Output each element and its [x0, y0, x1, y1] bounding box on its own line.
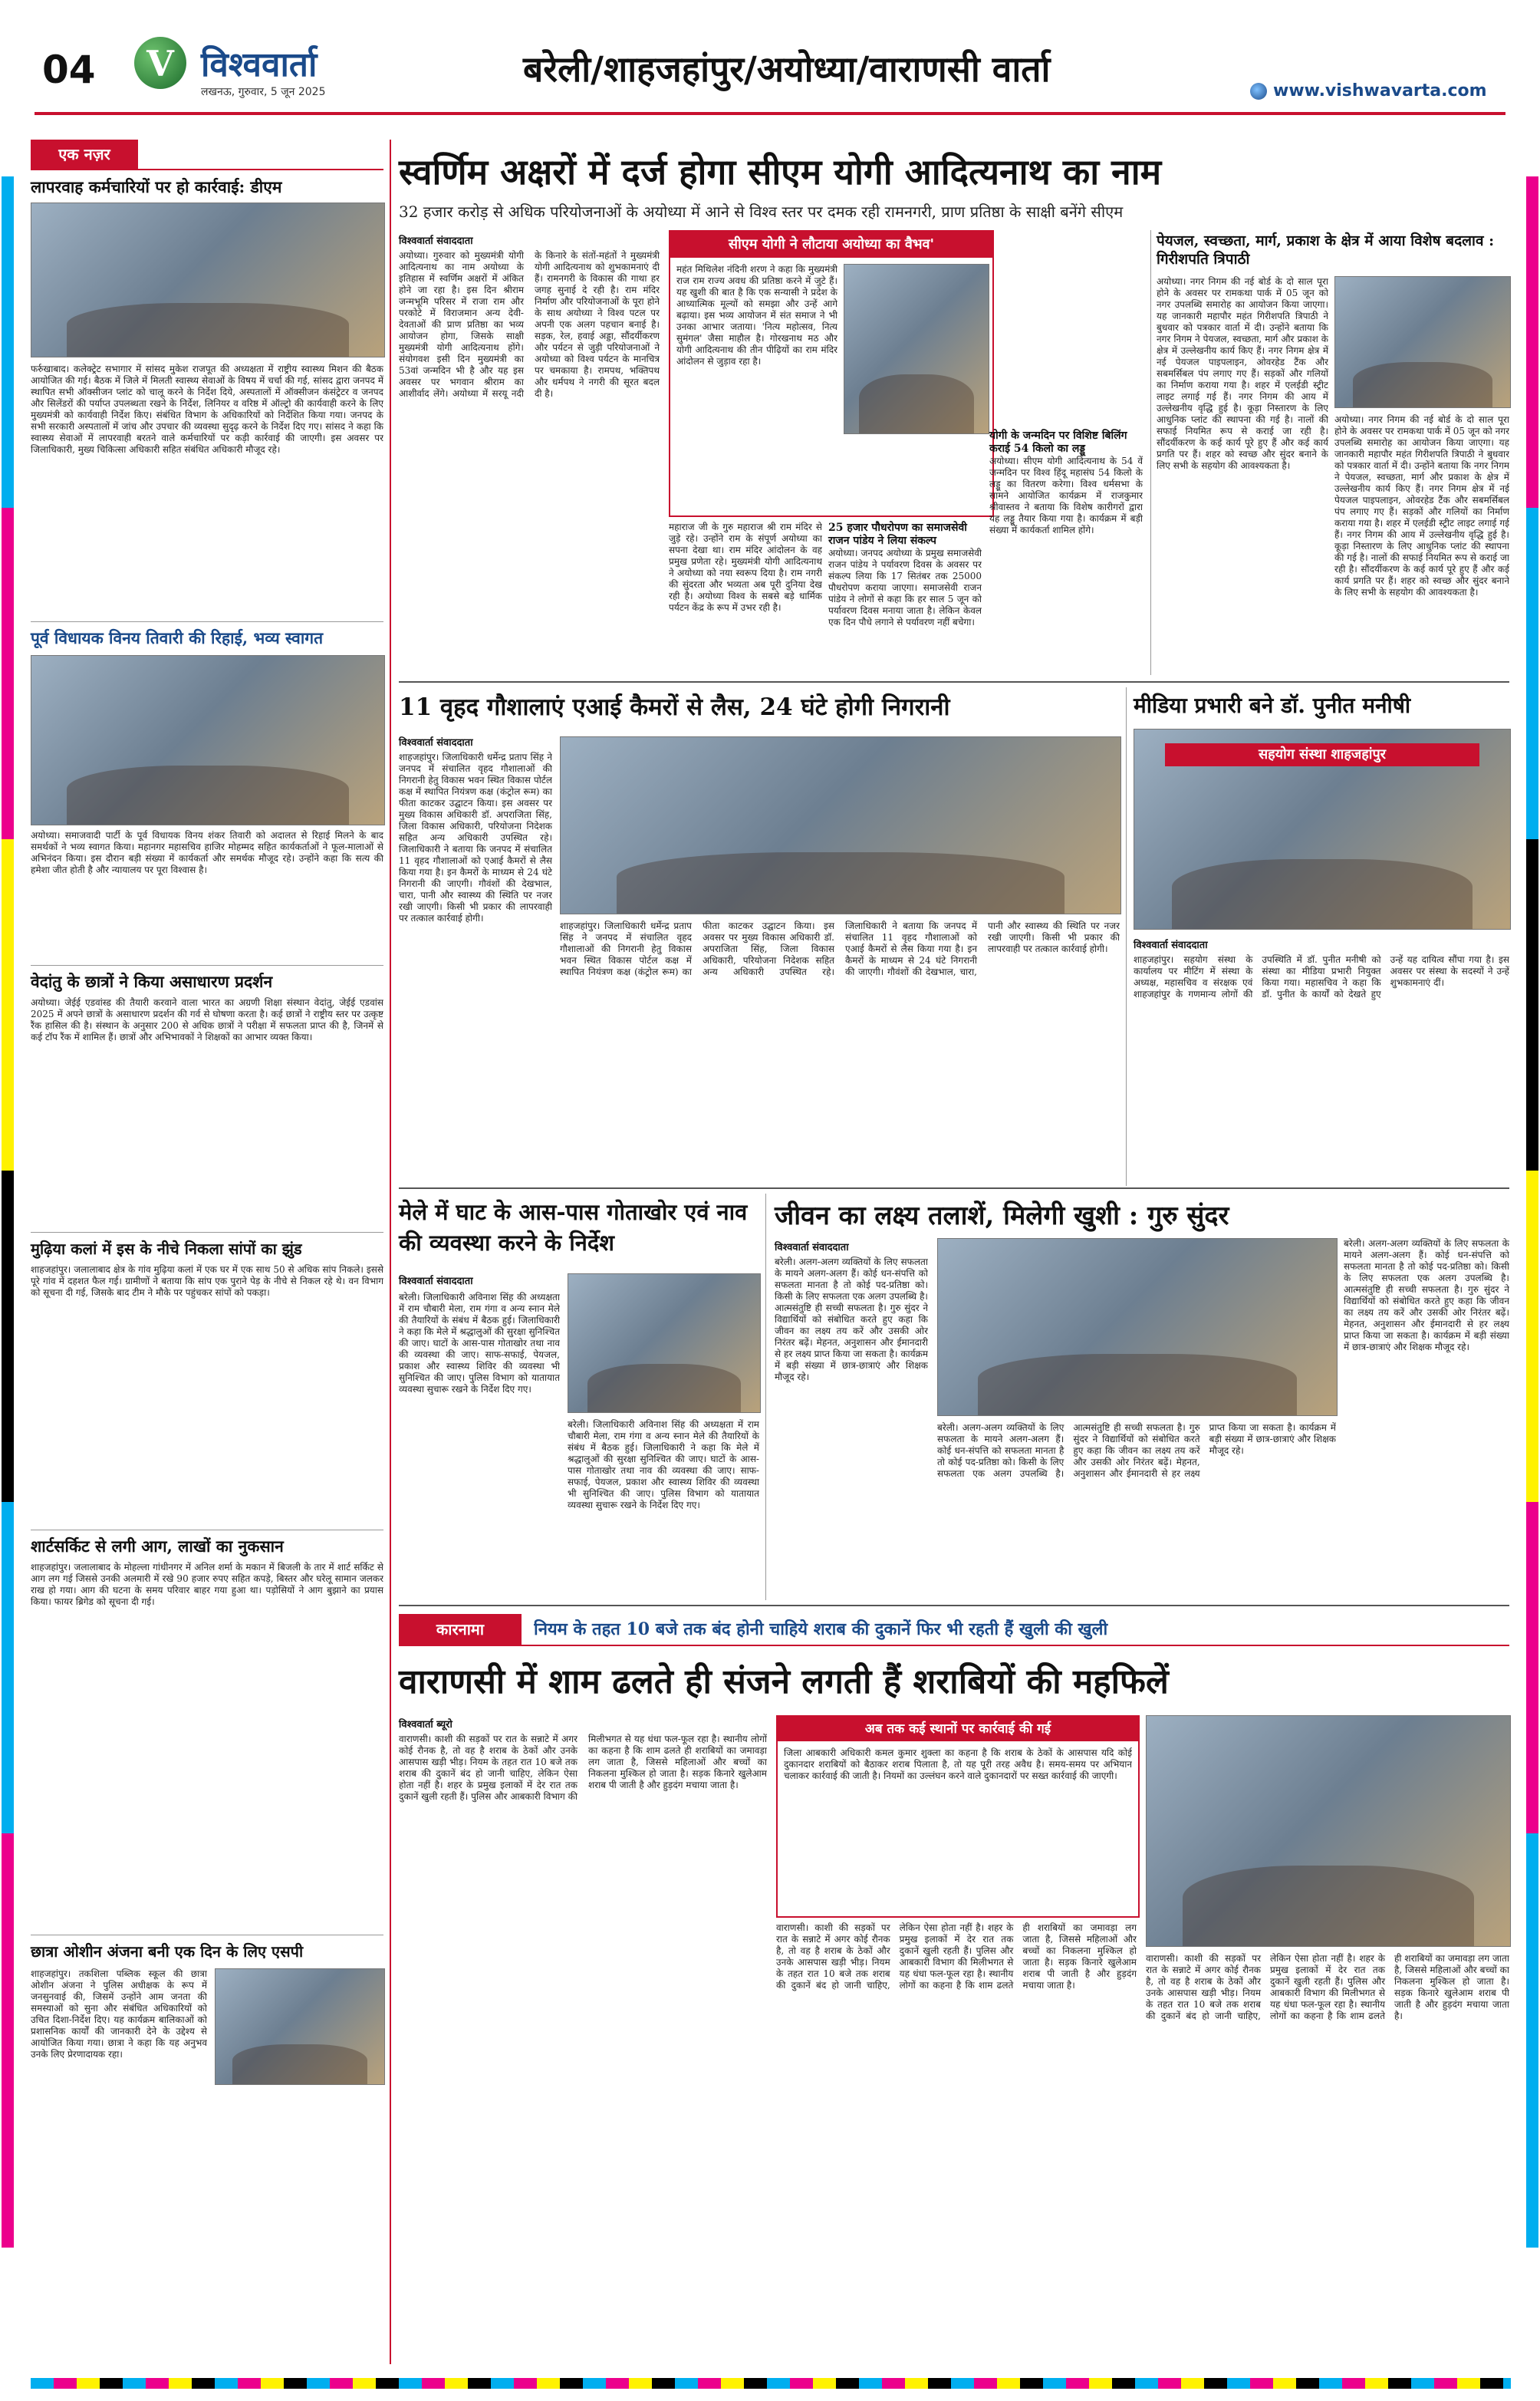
lead-sub1-heading: 25 हजार पौधरोपण का समाजसेवी राजन पांडेय ने लिया संकल्प: [828, 522, 967, 547]
section-rule: [31, 169, 383, 170]
media-banner: सहयोग संस्था शाहजहांपुर: [1165, 743, 1479, 766]
web-globe-icon: [1250, 83, 1267, 100]
right-photo: [1334, 276, 1511, 408]
left-story-6-text: शाहजहांपुर। तकशिला पब्लिक स्कूल की छात्रा ओशीन अंजना ने पुलिस अधीक्षक के रूप में जनसुनवाई की, जिसमें उन्होंने आम जनता की समस्याओं को सुना और संबंधित अधिकारियों को उचित दिशा-निर्देश दिए। यह कार्यक्रम बालिकाओं को प्रशासनिक कार्यों की जानकारी देने के उद्देश्य से आयोजित किया गया। छात्रा ने कहा कि यह अनुभव उनके लिए प्रेरणादायक रहा।: [31, 1968, 207, 2060]
guru-headline: जीवन का लक्ष्य तलाशें, मिलेगी खुशी : गुरु सुंदर: [775, 1200, 1229, 1231]
bottom-headline: वाराणसी में शाम ढलते ही संजने लगती हैं शराबियों की महफिलें: [399, 1662, 1169, 1701]
guru-photo: [937, 1238, 1338, 1416]
lead-sub2-heading: योगी के जन्मदिन पर विशिष्ट बिलिंग कराई 54 किलो का लड्डू: [989, 430, 1127, 455]
logo-letter: V: [146, 43, 174, 84]
guru-text-side: [1344, 1238, 1509, 1599]
bottom-text-side-continuation: वाराणसी। काशी की सड़कों पर रात के सन्नाटे में अगर कोई रौनक है, तो वह है शराब के ठेकों और उनके आसपास खड़ी भीड़। नियम के तहत रात 10 बजे तक शराब की दुकानें बंद हो जानी चाहिए, लेकिन ऐसा होता नहीं है। शहर के प्रमुख इलाकों में देर रात तक दुकानें खुली रहती हैं। पुलिस और आबकारी विभाग की मिलीभगत से यह धंधा फल-फूल रहा है। स्थानीय लोगों का कहना है कि शाम ढलते ही शराबियों का जमावड़ा लग जाता है, जिससे महिलाओं और बच्चों का निकलना मुश्किल हो जाता है। सड़क किनारे खुलेआम शराब पी जाती है और हुड़दंग मचाया जाता है।: [1146, 1953, 1509, 2021]
right-text: अयोध्या। नगर निगम की नई बोर्ड के दो साल पूरा होने के अवसर पर रामकथा पार्क में 05 जून को नगर उपलब्धि समारोह का आयोजन किया जाएगा। यह जानकारी महापौर महंत गिरीशपति त्रिपाठी ने बुधवार को पत्रकार वार्ता में दी। उन्होंने बताया कि नगर निगम ने पेयजल, स्वच्छता, मार्ग और प्रकाश के क्षेत्र में उल्लेखनीय कार्य किए हैं। नगर निगम क्षेत्र में नई पेयजल पाइपलाइन, ओवरहेड टैंक और सबमर्सिबल पंप लगाए गए हैं। सड़कों और गलियों का निर्माण कराया गया है। शहर में एलईडी स्ट्रीट लाइट लगाई गई हैं। नगर निगम की आय में उल्लेखनीय वृद्धि हुई है। कूड़ा निस्तारण के लिए आधुनिक प्लांट की स्थापना की गई है। नालों की सफाई नियमित रूप से कराई जा रही है। सौंदर्यीकरण के कई कार्य पूरे हुए हैं और कई कार्य प्रगति पर हैं। शहर को स्वच्छ और सुंदर बनाने के लिए सभी के सहयोग की आवश्यकता है।: [1157, 276, 1328, 471]
lead-subheadline: 32 हजार करोड़ से अधिक परियोजनाओं के अयोध्या में आने से विश्व स्तर पर दमक रही रामनगरी, प्राण प्रतिष्ठा के साक्षी बनेंगे सीएम: [399, 203, 1124, 221]
lead-text-2: महाराज जी के गुरु महाराज श्री राम मंदिर से जुड़े रहे। उन्होंने राम के संपूर्ण अयोध्या का सपना देखा था। राम मंदिर आंदोलन के वह प्रमुख प्रणेता रहे। मुख्यमंत्री योगी आदित्यनाथ ने अयोध्या को नया स्वरूप दिया है। राम नगरी की सुंदरता और भव्यता अब पूरी दुनिया देख रही है। अयोध्या विश्व के सबसे बड़े धार्मिक पर्यटन केंद्र के रूप में उभर रही है।: [669, 522, 822, 613]
lead-sub1-text: अयोध्या। जनपद अयोध्या के प्रमुख समाजसेवी राजन पांडेय ने पर्यावरण दिवस के अवसर पर संकल्प लिया कि 17 सितंबर तक 25000 पौधरोपण कराया जाएगा। समाजसेवी राजन पांडेय ने लोगों से कहा कि हर साल 5 जून को पर्यावरण दिवस मनाया जाता है। लेकिन केवल एक दिन पौधे लगाने से पर्यावरण नहीं बचेगा।: [828, 548, 982, 627]
gaushala-text-cont: [560, 921, 1120, 1181]
gaushala-text-continuation: शाहजहांपुर। जिलाधिकारी धर्मेन्द्र प्रताप सिंह ने जनपद में संचालित वृहद गौशालाओं की निगरानी हेतु विकास भवन स्थित विकास पोर्टल कक्ष में स्थापित नियंत्रण कक्ष (कंट्रोल रूम) का फीता काटकर उद्घाटन किया। इस अवसर पर मुख्य विकास अधिकारी डॉ. अपराजिता सिंह, जिला विकास अधिकारी, परियोजना निदेशक सहित अन्य अधिकारी उपस्थित रहे। जिलाधिकारी ने बताया कि जनपद में संचालित 11 वृहद गौशालाओं को एआई कैमरों से लैस किया गया है। इन कैमरों के माध्यम से 24 घंटे निगरानी की जाएगी। गौवंशों की देखभाल, चारा, पानी और स्वास्थ्य की स्थिति पर नजर रखी जाएगी। किसी भी प्रकार की लापरवाही पर तत्काल कार्रवाई होगी।: [560, 921, 1120, 977]
masthead-rule: [35, 112, 1505, 115]
guru-text-side-continuation: बरेली। अलग-अलग व्यक्तियों के लिए सफलता के मायने अलग-अलग हैं। कोई धन-संपत्ति को सफलता मानता है तो कोई पद-प्रतिष्ठा को। किसी के लिए सफलता एक अलग उपलब्धि है। आत्मसंतुष्टि ही सच्ची सफलता है। गुरु सुंदर ने विद्यार्थियों को संबोधित करते हुए कहा कि जीवन का लक्ष्य तय करें और उसकी ओर निरंतर बढ़ें। मेहनत, अनुशासन और ईमानदारी से हर लक्ष्य प्राप्त किया जा सकता है। कार्यक्रम में बड़ी संख्या में छात्र-छात्राएं और शिक्षक मौजूद रहे।: [1344, 1238, 1509, 1352]
bottom-byline: विश्ववार्ता ब्यूरो: [399, 1719, 452, 1731]
lead-byline: विश्ववार्ता संवाददाता: [399, 235, 473, 247]
ghat-byline: विश्ववार्ता संवाददाता: [399, 1276, 473, 1287]
left-story-2-text: अयोध्या। समाजवादी पार्टी के पूर्व विधायक विनय शंकर तिवारी को अदालत से रिहाई मिलने के बाद समर्थकों ने भव्य स्वागत किया। महानगर महासचिव हाजिर मोहम्मद सहित कार्यकर्ताओं ने फूल-मालाओं से अभिनंदन किया। इस दौरान बड़ी संख्या में कार्यकर्ता और समर्थक मौजूद रहे। उन्होंने कहा कि सत्य की हमेशा जीत होती है और न्यायालय पर पूरा विश्वास है।: [31, 830, 383, 875]
right-headline: पेयजल, स्वच्छता, मार्ग, प्रकाश के क्षेत्र में आया विशेष बदलाव : गिरीशपति त्रिपाठी: [1157, 232, 1495, 268]
registration-bar-right: [1526, 176, 1538, 2248]
lead-headline: स्वर्णिम अक्षरों में दर्ज होगा सीएम योगी आदित्यनाथ का नाम: [399, 151, 1162, 193]
logo-icon: [134, 37, 186, 89]
edition-title: बरेली/शाहजहांपुर/अयोध्या/वाराणसी वार्ता: [523, 48, 1051, 90]
gaushala-text: शाहजहांपुर। जिलाधिकारी धर्मेन्द्र प्रताप सिंह ने जनपद में संचालित वृहद गौशालाओं की निगरानी हेतु विकास भवन स्थित विकास पोर्टल कक्ष में स्थापित नियंत्रण कक्ष (कंट्रोल रूम) का फीता काटकर उद्घाटन किया। इस अवसर पर मुख्य विकास अधिकारी डॉ. अपराजिता सिंह, जिला विकास अधिकारी, परियोजना निदेशक सहित अन्य अधिकारी उपस्थित रहे। जिलाधिकारी ने बताया कि जनपद में संचालित 11 वृहद गौशालाओं को एआई कैमरों से लैस किया गया है। इन कैमरों के माध्यम से 24 घंटे निगरानी की जाएगी। गौवंशों की देखभाल, चारा, पानी और स्वास्थ्य की स्थिति पर नजर रखी जाएगी। किसी भी प्रकार की लापरवाही पर तत्काल कार्रवाई होगी।: [399, 752, 552, 924]
bottom-text-side: [1146, 1953, 1509, 2363]
gaushala-headline: 11 वृहद गौशालाएं एआई कैमरों से लैस, 24 घंटे होगी निगरानी: [399, 693, 950, 721]
left-story-2-photo: [31, 655, 385, 825]
lead-sub2-text: अयोध्या। सीएम योगी आदित्यनाथ के 54 वें जन्मदिन पर विश्व हिंदू महासंघ 54 किलो के लड्डू का वितरण करेगा। विश्व धर्मसभा के सामने आयोजित कार्यक्रम में राजकुमार श्रीवास्तव ने बताया कि विशेष कारीगरों द्वारा यह लड्डू तैयार किया गया है। कार्यक्रम में बड़ी संख्या में कार्यकर्ता शामिल होंगे।: [989, 456, 1143, 535]
divider: [31, 965, 383, 966]
guru-text-continuation: बरेली। अलग-अलग व्यक्तियों के लिए सफलता के मायने अलग-अलग हैं। कोई धन-संपत्ति को सफलता मानता है तो कोई पद-प्रतिष्ठा को। किसी के लिए सफलता एक अलग उपलब्धि है। आत्मसंतुष्टि ही सच्ची सफलता है। गुरु सुंदर ने विद्यार्थियों को संबोधित करते हुए कहा कि जीवन का लक्ष्य तय करें और उसकी ओर निरंतर बढ़ें। मेहनत, अनुशासन और ईमानदारी से हर लक्ष्य प्राप्त किया जा सकता है। कार्यक्रम में बड़ी संख्या में छात्र-छात्राएं और शिक्षक मौजूद रहे।: [937, 1422, 1336, 1479]
lead-box: [669, 230, 994, 517]
media-headline: मीडिया प्रभारी बने डॉ. पुनीत मनीषी: [1134, 693, 1411, 718]
bottom-text-cont: [776, 1922, 1137, 2363]
left-story-2-headline: पूर्व विधायक विनय तिवारी की रिहाई, भव्य स्वागत: [31, 628, 324, 647]
website[interactable]: www.vishwavarta.com: [1273, 81, 1487, 100]
ghat-text-continuation: बरेली। जिलाधिकारी अविनाश सिंह की अध्यक्षता में राम चौबारी मेला, राम गंगा व अन्य स्नान मेले की तैयारियों के संबंध में बैठक हुई। जिलाधिकारी ने कहा कि मेले में श्रद्धालुओं की सुरक्षा सुनिश्चित की जाए। घाटों के आस-पास गोताखोर तथा नाव की व्यवस्था की जाए। साफ-सफाई, पेयजल, प्रकाश और स्वास्थ्य शिविर की व्यवस्था भी सुनिश्चित की जाए। पुलिस विभाग को यातायात व्यवस्था सुचारू रखने के निर्देश दिए गए।: [568, 1419, 759, 1510]
lead-sub1: [828, 522, 982, 675]
lead-text: अयोध्या। गुरुवार को मुख्यमंत्री योगी आदित्यनाथ का नाम अयोध्या के इतिहास में स्वर्णिम अक्षरों में अंकित होने जा रहा है। इस दिन श्रीराम जन्मभूमि परिसर में राजा राम और परकोटे में विराजमान अन्य देवी-देवताओं की प्राण प्रतिष्ठा का भव्य आयोजन होगा, जिसके साक्षी मुख्यमंत्री योगी आदित्यनाथ होंगे। संयोगवश इसी दिन मुख्यमंत्री का 53वां जन्मदिन भी है और यह इस अवसर पर भगवान श्रीराम का आशीर्वाद लेंगे। अयोध्या में सरयू नदी के किनारे के संतों-महंतों ने मुख्यमंत्री योगी आदित्यनाथ को शुभकामनाएं दी हैं। रामनगरी के विकास की गाथा हर जगह सुनाई दे रही है। राम मंदिर निर्माण और परियोजनाओं के पूरा होने के साथ अयोध्या ने विश्व पटल पर अपनी एक अलग पहचान बनाई है। सड़क, रेल, हवाई अड्डा, सौंदर्यीकरण और पर्यटन से जुड़ी परियोजनाओं ने अयोध्या को विश्व पर्यटन के मानचित्र पर चमकाया है। रामपथ, भक्तिपथ और धर्मपथ ने नगरी की सूरत बदल दी है।: [399, 250, 660, 399]
page-number: 04: [42, 48, 96, 92]
masthead: [0, 0, 1540, 115]
lead-box-photo: [844, 264, 989, 434]
left-story-1-headline: लापरवाह कर्मचारियों पर हो कार्रवाई: डीएम: [31, 177, 282, 196]
gaushala-byline: विश्ववार्ता संवाददाता: [399, 737, 473, 749]
column-rule: [1126, 687, 1127, 1186]
guru-text: बरेली। अलग-अलग व्यक्तियों के लिए सफलता के मायने अलग-अलग हैं। कोई धन-संपत्ति को सफलता मानता है तो कोई पद-प्रतिष्ठा को। किसी के लिए सफलता एक अलग उपलब्धि है। आत्मसंतुष्टि ही सच्ची सफलता है। गुरु सुंदर ने विद्यार्थियों को संबोधित करते हुए कहा कि जीवन का लक्ष्य तय करें और उसकी ओर निरंतर बढ़ें। मेहनत, अनुशासन और ईमानदारी से हर लक्ष्य प्राप्त किया जा सकता है। कार्यक्रम में बड़ी संख्या में छात्र-छात्राएं और शिक्षक मौजूद रहे।: [775, 1256, 928, 1382]
section-divider: [399, 681, 1509, 683]
bottom-box-text: जिला आबकारी अधिकारी कमल कुमार शुक्ला का कहना है कि शराब के ठेकों के आसपास यदि कोई दुकानदार शराबियों को बैठाकर शराब पिलाता है, तो यह पूरी तरह अवैध है। समय-समय पर अभियान चलाकर कार्रवाई की जाती है। नियमों का उल्लंघन करने वाले दुकानदारों पर सख्त कार्रवाई की जाएगी।: [784, 1747, 1132, 1781]
divider: [31, 621, 383, 622]
gaushala-photo: [560, 736, 1121, 914]
section-label: एक नज़र: [31, 140, 138, 169]
column-rule: [1150, 230, 1151, 675]
bottom-text-continuation: वाराणसी। काशी की सड़कों पर रात के सन्नाटे में अगर कोई रौनक है, तो वह है शराब के ठेकों और उनके आसपास खड़ी भीड़। नियम के तहत रात 10 बजे तक शराब की दुकानें बंद हो जानी चाहिए, लेकिन ऐसा होता नहीं है। शहर के प्रमुख इलाकों में देर रात तक दुकानें खुली रहती हैं। पुलिस और आबकारी विभाग की मिलीभगत से यह धंधा फल-फूल रहा है। स्थानीय लोगों का कहना है कि शाम ढलते ही शराबियों का जमावड़ा लग जाता है, जिससे महिलाओं और बच्चों का निकलना मुश्किल हो जाता है। सड़क किनारे खुलेआम शराब पी जाती है और हुड़दंग मचाया जाता है।: [776, 1922, 1137, 1991]
left-story-4-headline: मुढ़िया कलां में इस के नीचे निकला सांपों का झुंड: [31, 1240, 302, 1258]
left-column: [31, 140, 383, 2364]
bottom-photo: [1146, 1715, 1511, 1947]
media-text: शाहजहांपुर। सहयोग संस्था के कार्यालय पर मीटिंग में संस्था के अध्यक्ष, महासचिव व संरक्षक एवं शाहजहांपुर के गणमान्य लोगों की उपस्थिति में डॉ. पुनीत मनीषी को संस्था का मीडिया प्रभारी नियुक्त किया गया। महासचिव ने कहा कि डॉ. पुनीत के कार्यों को देखते हुए उन्हें यह दायित्व सौंपा गया है। इस अवसर पर संस्था के सदस्यों ने उन्हें शुभकामनाएं दीं।: [1134, 954, 1509, 1000]
column-rule: [390, 140, 391, 2364]
left-story-6-headline: छात्रा ओशीन अंजना बनी एक दिन के लिए एसपी: [31, 1942, 304, 1961]
guru-text-cont: [937, 1422, 1336, 1599]
left-story-5-text: शाहजहांपुर। जलालाबाद के मोहल्ला गांधीनगर में अनिल शर्मा के मकान में बिजली के तार में शार्ट सर्किट से आग लग गई जिससे उनकी अलमारी में रखे 90 हजार रुपए सहित कपड़े, बिस्तर और घरेलू सामान जलकर राख हो गया। आग की घटना के समय परिवार बाहर गया हुआ था। पड़ोसियों ने आग बुझाने का प्रयास किया। फायर ब्रिगेड को सूचना दी गई।: [31, 1562, 383, 1607]
divider: [31, 1232, 383, 1233]
registration-bar-left: [2, 176, 14, 2248]
bottom-kicker: कारनामा: [399, 1614, 522, 1645]
left-story-1-photo: [31, 203, 385, 357]
lead-box-title: सीएम योगी ने लौटाया अयोध्या का वैभव': [670, 232, 992, 258]
media-byline: विश्ववार्ता संवाददाता: [1134, 940, 1208, 951]
column-rule: [765, 1194, 766, 1600]
dateline: लखनऊ, गुरुवार, 5 जून 2025: [201, 86, 326, 98]
left-story-1-text: फर्रुखाबाद। कलेक्ट्रेट सभागार में सांसद मुकेश राजपूत की अध्यक्षता में राष्ट्रीय स्वास्थ्य मिशन की बैठक आयोजित की गई। बैठक में जिले में मिलती स्वास्थ्य सेवाओं के विषय में चर्चा की गई, सांसद द्वारा जनपद में स्थापित सभी ऑक्सीजन प्लांट को चालू करने के निर्देश दिये, अस्पतालों में ऑक्सीजन कंसंट्रेटर व जनपद और सिलेंडरों की पर्याप्त उपलब्धता रखने के निर्देश, लिनियर व वरिष्ठ में ऑल्ट्रो की कार्यवाही करने के लिए मुख्यमंत्री को कार्यवाही निर्देश किए। संबंधित विभाग के अधिकारियों को निर्देशित किया गया। जनपद के सभी सरकारी अस्पतालों में जांच और उपचार की व्यवस्था सुदृढ़ करने के निर्देश दिए गए। सांसद ने कहा कि स्वास्थ्य सेवाओं में लापरवाही बरतने वाले कर्मचारियों पर कड़ी कार्रवाई की जाएगी। इस अवसर पर जिलाधिकारी, मुख्य चिकित्सा अधिकारी सहित संबंधित अधिकारी मौजूद रहे।: [31, 364, 383, 455]
guru-byline: विश्ववार्ता संवाददाता: [775, 1242, 849, 1253]
bottom-kicker-strip: [399, 1614, 1509, 1646]
lead-box-text: महंत मिथिलेश नंदिनी शरण ने कहा कि मुख्यमंत्री राज राम राज्य अवध की प्रतिष्ठा करने में जुटे हैं। यह खुशी की बात है कि एक सन्यासी ने प्रदेश के आध्यात्मिक मूल्यों को समझा और उन्हें आगे बढ़ाया। इस भव्य आयोजन में संत समाज ने भी उनका आभार जताया। 'नित्य महोत्सव, नित्य सुमंगल' जैसा माहौल है। गोरखनाथ मठ और योगी आदित्यनाथ की तीन पीढ़ियों का राम मंदिर आंदोलन से जुड़ाव रहा है।: [676, 264, 837, 367]
registration-bar-bottom: [31, 2378, 1511, 2389]
right-text-continuation: अयोध्या। नगर निगम की नई बोर्ड के दो साल पूरा होने के अवसर पर रामकथा पार्क में 05 जून को नगर उपलब्धि समारोह का आयोजन किया जाएगा। यह जानकारी महापौर महंत गिरीशपति त्रिपाठी ने बुधवार को पत्रकार वार्ता में दी। उन्होंने बताया कि नगर निगम ने पेयजल, स्वच्छता, मार्ग और प्रकाश के क्षेत्र में उल्लेखनीय कार्य किए हैं। नगर निगम क्षेत्र में नई पेयजल पाइपलाइन, ओवरहेड टैंक और सबमर्सिबल पंप लगाए गए हैं। सड़कों और गलियों का निर्माण कराया गया है। शहर में एलईडी स्ट्रीट लाइट लगाई गई हैं। नगर निगम की आय में उल्लेखनीय वृद्धि हुई है। कूड़ा निस्तारण के लिए आधुनिक प्लांट की स्थापना की गई है। नालों की सफाई नियमित रूप से कराई जा रही है। सौंदर्यीकरण के कई कार्य पूरे हुए हैं और कई कार्य प्रगति पर हैं। शहर को स्वच्छ और सुंदर बनाने के लिए सभी के सहयोग की आवश्यकता है।: [1334, 414, 1509, 598]
bottom-box: [776, 1715, 1140, 1918]
left-story-3-text: अयोध्या। जेईई एडवांस्ड की तैयारी करवाने वाला भारत का अग्रणी शिक्षा संस्थान वेदांतु, जेईई एडवांस 2025 में अपने छात्रों के असाधारण प्रदर्शन की गर्व से घोषणा करता है। कई छात्रों ने राष्ट्रीय स्तर पर उत्कृष्ट रैंक हासिल की है। संस्थान के अनुसार 200 से अधिक छात्रों ने परीक्षा में सफलता प्राप्त की है, जिनमें से कई टॉप रैंक में शामिल हैं। छात्रों और अभिभावकों ने शिक्षकों का आभार व्यक्त किया।: [31, 997, 383, 1042]
media-photo: [1134, 729, 1511, 930]
bottom-text: वाराणसी। काशी की सड़कों पर रात के सन्नाटे में अगर कोई रौनक है, तो वह है शराब के ठेकों और उनके आसपास खड़ी भीड़। नियम के तहत रात 10 बजे तक शराब की दुकानें बंद हो जानी चाहिए, लेकिन ऐसा होता नहीं है। शहर के प्रमुख इलाकों में देर रात तक दुकानें खुली रहती हैं। पुलिस और आबकारी विभाग की मिलीभगत से यह धंधा फल-फूल रहा है। स्थानीय लोगों का कहना है कि शाम ढलते ही शराबियों का जमावड़ा लग जाता है, जिससे महिलाओं और बच्चों का निकलना मुश्किल हो जाता है। सड़क किनारे खुलेआम शराब पी जाती है और हुड़दंग मचाया जाता है।: [399, 1734, 767, 1802]
bottom-box-title: अब तक कई स्थानों पर कार्रवाई की गई: [778, 1717, 1138, 1741]
lead-sub2: [989, 430, 1143, 675]
left-story-3-headline: वेदांतु के छात्रों ने किया असाधारण प्रदर्शन: [31, 972, 273, 991]
paper-name: विश्ववार्ता: [201, 45, 318, 84]
left-story-4-text: शाहजहांपुर। जलालाबाद क्षेत्र के गांव मुढ़िया कलां में एक घर में एक साथ 50 से अधिक सांप निकले। इससे पूरे गांव में दहशत फैल गई। ग्रामीणों ने बताया कि सांप एक पुराने पेड़ के नीचे से निकल रहे थे। वन विभाग को सूचना दी गई, जिसके बाद टीम ने मौके पर पहुंचकर सांपों को पकड़ा।: [31, 1264, 383, 1298]
section-divider: [399, 1187, 1509, 1189]
bottom-kicker-headline: नियम के तहत 10 बजे तक बंद होनी चाहिये शराब की दुकानें फिर भी रहती हैं खुली की खुली: [534, 1619, 1108, 1639]
ghat-text-cont: [568, 1419, 759, 1599]
ghat-text: बरेली। जिलाधिकारी अविनाश सिंह की अध्यक्षता में राम चौबारी मेला, राम गंगा व अन्य स्नान मेले की तैयारियों के संबंध में बैठक हुई। जिलाधिकारी ने कहा कि मेले में श्रद्धालुओं की सुरक्षा सुनिश्चित की जाए। घाटों के आस-पास गोताखोर तथा नाव की व्यवस्था की जाए। साफ-सफाई, पेयजल, प्रकाश और स्वास्थ्य शिविर की व्यवस्था भी सुनिश्चित की जाए। पुलिस विभाग को यातायात व्यवस्था सुचारू रखने के निर्देश दिए गए।: [399, 1292, 560, 1395]
section-divider: [399, 1605, 1509, 1606]
ghat-headline: मेले में घाट के आस-पास गोताखोर एवं नाव की व्यवस्था करने के निर्देश: [399, 1199, 748, 1256]
right-text-cont: [1334, 414, 1509, 675]
left-story-5-headline: शार्टसर्किट से लगी आग, लाखों का नुकसान: [31, 1536, 284, 1556]
left-story-6-photo: [215, 1968, 385, 2085]
ghat-photo: [568, 1273, 761, 1413]
